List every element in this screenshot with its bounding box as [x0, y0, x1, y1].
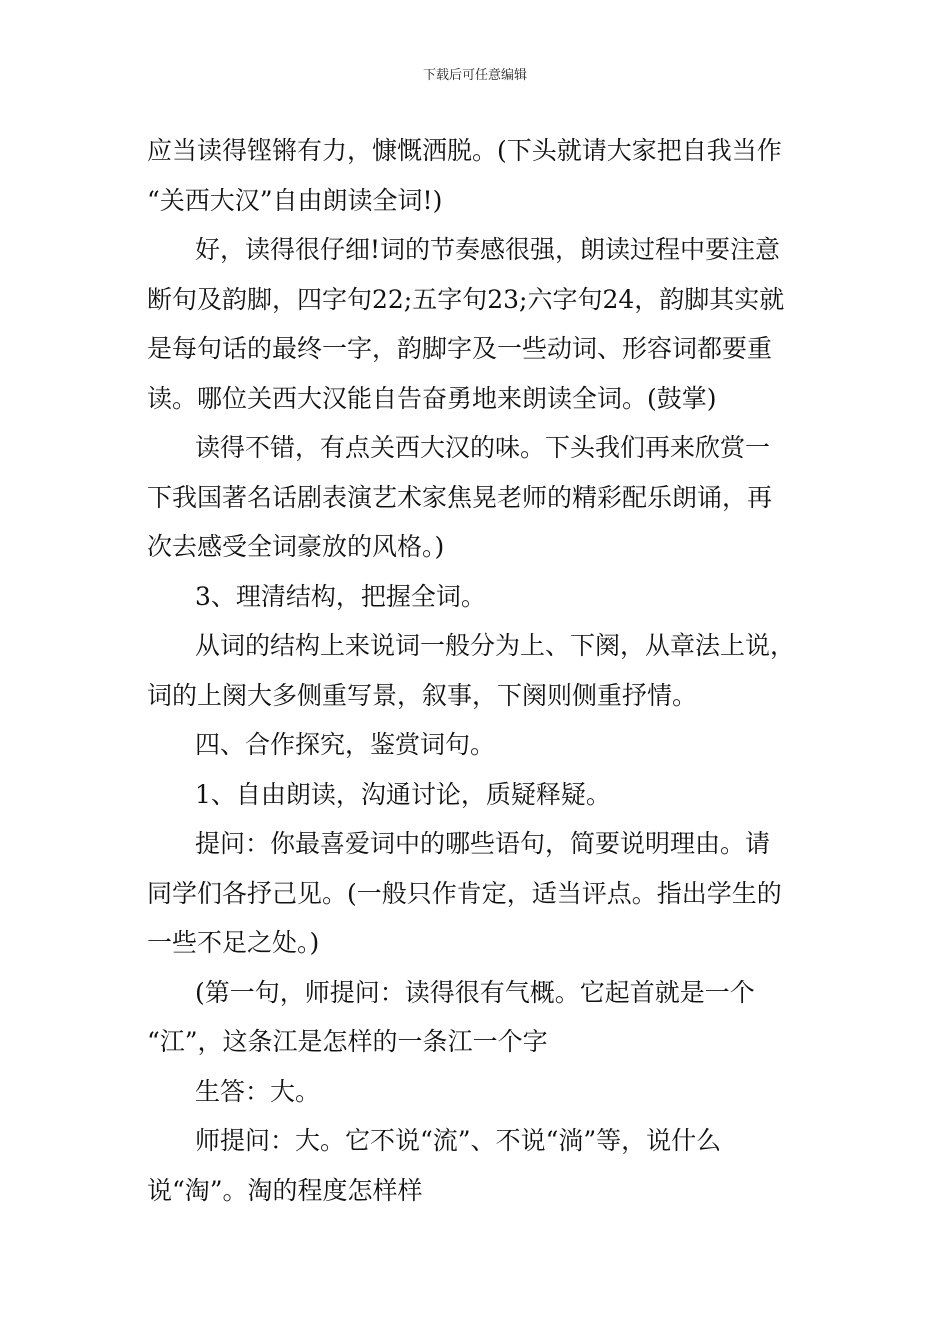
text-line: 应当读得铿锵有力，慷慨洒脱。(下头就请大家把自我当作	[147, 136, 782, 165]
text-line: 生答：大。	[195, 1076, 321, 1106]
text-line: 下我国著名话剧表演艺术家焦晃老师的精彩配乐朗诵，再	[147, 482, 773, 512]
text-line: 次去感受全词豪放的风格。)	[147, 532, 445, 561]
text-line: 断句及韵脚，四字句22;五字句23;六字句24，韵脚其实就	[147, 284, 785, 314]
text-line: 师提问：大。它不说“流”、不说“淌”等，说什么	[195, 1126, 722, 1155]
text-line: 读。哪位关西大汉能自告奋勇地来朗读全词。(鼓掌)	[147, 383, 717, 413]
text-line: 3、理清结构，把握全词。	[195, 581, 486, 611]
page-header-note: 下载后可任意编辑	[422, 68, 527, 83]
text-line: 四、合作探究，鉴赏词句。	[195, 730, 496, 759]
text-line: 读得不错，有点关西大汉的味。下头我们再来欣赏一	[195, 433, 771, 462]
text-line: 一些不足之处。)	[147, 928, 320, 957]
text-line: 同学们各抒己见。(一般只作肯定，适当评点。指出学生的	[147, 878, 782, 908]
document-body	[147, 126, 817, 1215]
text-line: (第一句，师提问：读得很有气概。它起首就是一个	[195, 977, 755, 1007]
text-line: 从词的结构上来说词一般分为上、下阕，从章法上说，	[195, 631, 796, 660]
text-line: 词的上阕大多侧重写景，叙事，下阕则侧重抒情。	[147, 680, 698, 710]
text-line: 好，读得很仔细!词的节奏感很强，朗读过程中要注意	[195, 235, 781, 264]
text-line: “江”，这条江是怎样的一条江一个字	[147, 1027, 548, 1056]
text-line: 提问：你最喜爱词中的哪些语句，简要说明理由。请	[195, 829, 771, 858]
text-line: 说“淘”。淘的程度怎样样	[147, 1175, 423, 1205]
text-line: 是每句话的最终一字，韵脚字及一些动词、形容词都要重	[147, 334, 773, 363]
text-line: “关西大汉”自由朗读全词!)	[147, 185, 443, 215]
text-line: 1、自由朗读，沟通讨论，质疑释疑。	[195, 779, 611, 809]
